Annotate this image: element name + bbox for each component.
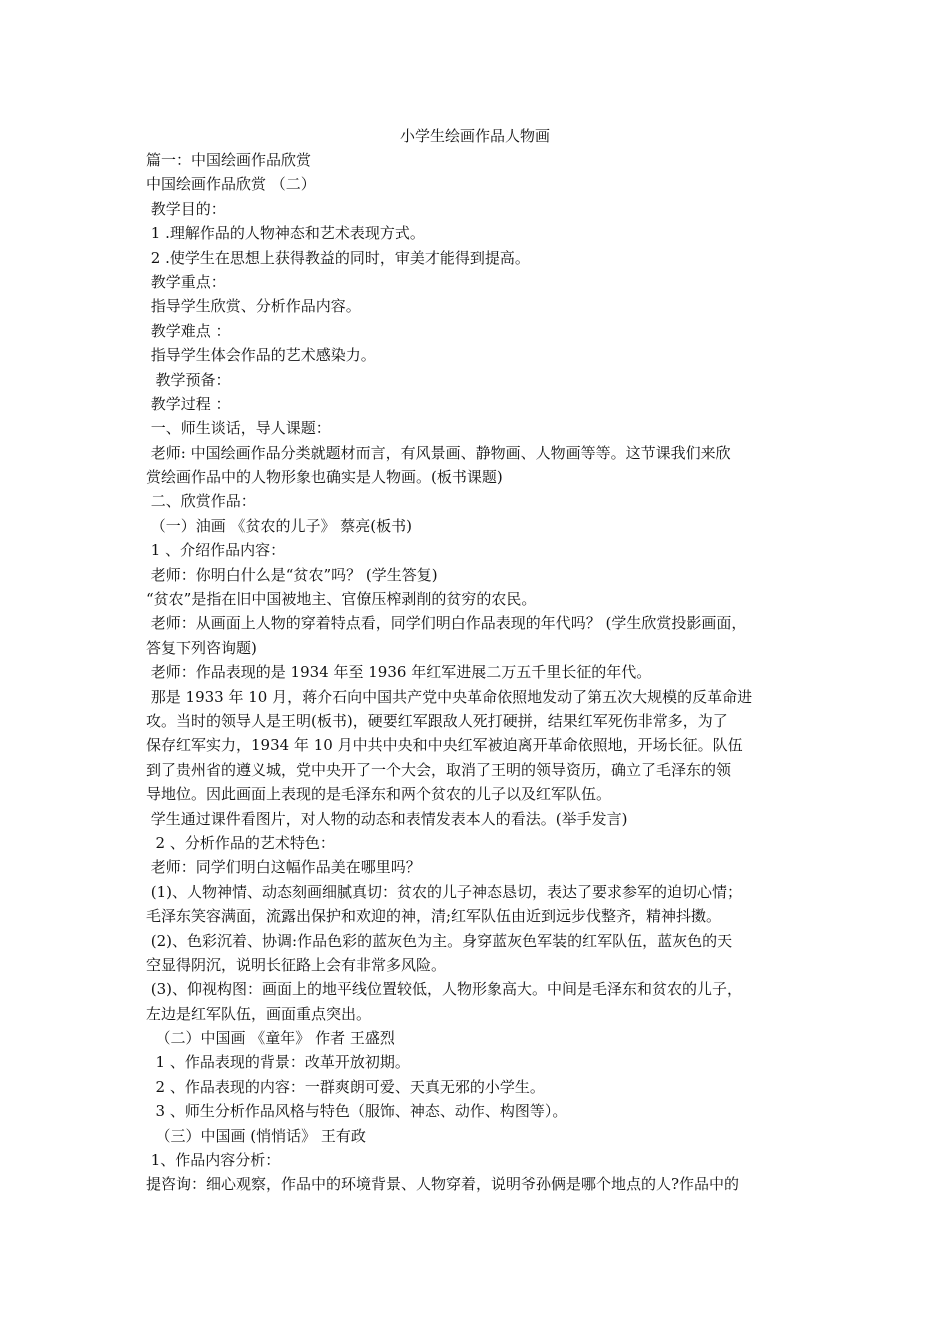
text-line: （一）油画 《贫农的儿子》 蔡亮(板书) [146, 516, 413, 535]
text-line: 指导学生体会作品的艺术感染力。 [146, 346, 376, 365]
text-line: 教学难点 ： [146, 321, 231, 340]
text-line: 答复下列咨询题) [146, 638, 257, 657]
text-line: 到了贵州省的遵义城，党中央开了一个大会，取消了王明的领导资历，确立了毛泽东的领 [146, 760, 732, 779]
text-line: 1 、作品表现的背景：改革开放初期。 [146, 1053, 410, 1072]
text-line: 教学目的： [146, 199, 226, 218]
text-line: 左边是红军队伍，画面重点突出。 [146, 1004, 372, 1023]
text-line: (2)、色彩沉着、协调:作品色彩的蓝灰色为主。身穿蓝灰色军装的红军队伍，蓝灰色的天 [146, 931, 733, 950]
text-line: 导地位。因此画面上表现的是毛泽东和两个贫农的儿子以及红军队伍。 [146, 785, 612, 804]
text-line: 一、师生谈话，导人课题： [146, 419, 331, 438]
text-line: 教学过程 ： [146, 394, 231, 413]
text-line: 攻。当时的领导人是王明(板书)，硬要红军跟敌人死打硬拼，结果红军死伤非常多，为了 [146, 711, 728, 730]
text-line: 二、欣赏作品： [146, 492, 256, 511]
text-line: 老师：从画面上人物的穿着特点看，同学们明白作品表现的年代吗？ (学生欣赏投影画面， [146, 614, 747, 633]
text-line: 老师: 中国绘画作品分类就题材而言，有风景画、静物画、人物画等等。这节课我们来欣 [146, 443, 731, 462]
text-line: “贫农”是指在旧中国被地主、官僚压榨剥削的贫穷的农民。 [146, 590, 537, 609]
text-line: 指导学生欣赏、分析作品内容。 [146, 297, 361, 316]
text-line: 赏绘画作品中的人物形象也确实是人物画。(板书课题) [146, 468, 503, 487]
text-line: 老师：作品表现的是 1934 年至 1936 年红军进展二万五千里长征的年代。 [146, 663, 652, 682]
text-line: 教学预备： [146, 370, 231, 389]
text-line: 老师：同学们明白这幅作品美在哪里吗？ [146, 858, 421, 877]
text-line: 中国绘画作品欣赏 （二） [146, 175, 316, 194]
text-line: 空显得阴沉，说明长征路上会有非常多风险。 [146, 955, 447, 974]
document-title: 小学生绘画作品人物画 [399, 127, 550, 145]
text-line: 1 .理解作品的人物神态和艺术表现方式。 [146, 224, 425, 243]
text-line: (1)、人物神情、动态刻画细腻真切：贫农的儿子神态恳切，表达了要求参军的迫切心情； [146, 882, 743, 901]
text-line: 1 、介绍作品内容： [146, 541, 286, 560]
text-line: （二）中国画 《童年》 作者 王盛烈 [146, 1029, 395, 1048]
text-line: 那是 1933 年 10 月，蒋介石向中国共产党中央革命依照地发动了第五次大规模的反革命进 [146, 687, 753, 706]
text-line: 教学重点： [146, 272, 226, 291]
document-body [146, 148, 818, 1197]
text-line: 毛泽东笑容满面，流露出保护和欢迎的神，清;红军队伍由近到远步伐整齐，精神抖擞。 [146, 907, 722, 926]
text-line: （三）中国画 (悄悄话》 王有政 [146, 1126, 366, 1145]
text-line: 2 、分析作品的艺术特色： [146, 833, 335, 852]
text-line: 2 .使学生在思想上获得教益的同时，审美才能得到提高。 [146, 248, 530, 267]
text-line: 3 、师生分析作品风格与特色（服饰、神态、动作、构图等）。 [146, 1102, 568, 1121]
text-line: (3)、仰视构图：画面上的地平线位置较低，人物形象高大。中间是毛泽东和贫农的儿子， [146, 980, 743, 999]
text-line: 保存红军实力，1934 年 10 月中共中央和中央红军被迫离开革命依照地，开场长征。队伍 [146, 736, 743, 755]
text-line: 提咨询：细心观察，作品中的环境背景、人物穿着，说明爷孙俩是哪个地点的人?作品中的 [146, 1175, 740, 1194]
text-line: 篇一：中国绘画作品欣赏 [146, 151, 312, 169]
text-line: 学生通过课件看图片，对人物的动态和表情发表本人的看法。(举手发言) [146, 809, 628, 828]
text-line: 1、作品内容分析： [146, 1151, 281, 1170]
text-line: 2 、作品表现的内容：一群爽朗可爱、天真无邪的小学生。 [146, 1077, 545, 1096]
text-line: 老师：你明白什么是“贫农”吗？ (学生答复) [146, 565, 438, 584]
